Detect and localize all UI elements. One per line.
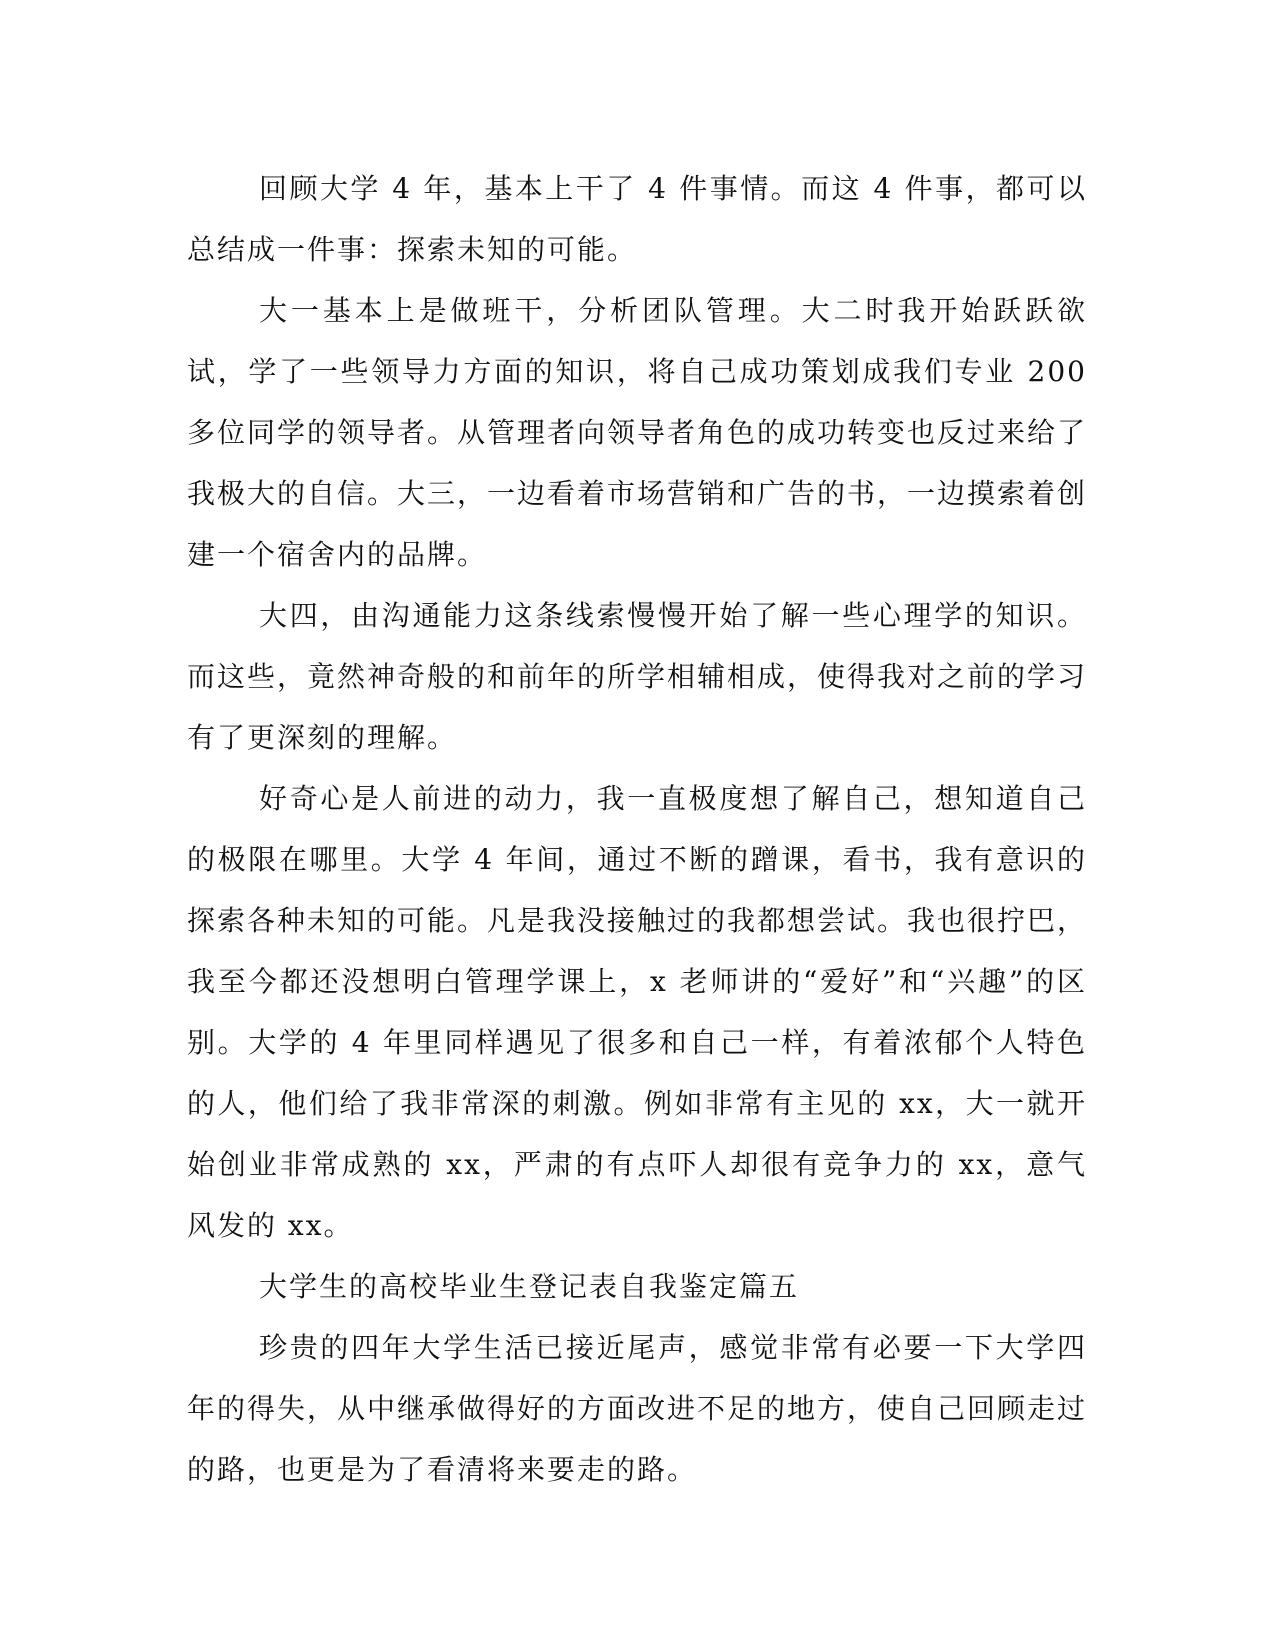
- paragraph-5: 珍贵的四年大学生活已接近尾声，感觉非常有必要一下大学四年的得失，从中继承做得好的方面改进不足的地方，使自己回顾走过的路，也更是为了看清将来要走的路。: [187, 1331, 1088, 1486]
- document-body: [187, 158, 1087, 1500]
- paragraph-3: 大四，由沟通能力这条线索慢慢开始了解一些心理学的知识。而这些，竟然神奇般的和前年的所学相辅相成，使得我对之前的学习有了更深刻的理解。: [187, 599, 1088, 754]
- paragraph-2: 大一基本上是做班干，分析团队管理。大二时我开始跃跃欲试，学了一些领导力方面的知识，将自己成功策划成我们专业 200 多位同学的领导者。从管理者向领导者角色的成功转变也反过来给了我极大的自信。大三，一边看着市场营销和广告的书，一边摸索着创建一个宿舍内的品牌。: [187, 294, 1088, 571]
- paragraph-4: 好奇心是人前进的动力，我一直极度想了解自己，想知道自己的极限在哪里。大学 4 年间，通过不断的蹭课，看书，我有意识的探索各种未知的可能。凡是我没接触过的我都想尝试。我也很拧巴，我至今都还没想明白管理学课上，x 老师讲的“爱好”和“兴趣”的区别。大学的 4 年里同样遇见了很多和自己一样，有着浓郁个人特色的人，他们给了我非常深的刺激。例如非常有主见的 xx，大一就开始创业非常成熟的 xx，严肃的有点吓人却很有竞争力的 xx，意气风发的 xx。: [187, 782, 1088, 1242]
- paragraph-1: 回顾大学 4 年，基本上干了 4 件事情。而这 4 件事，都可以总结成一件事：探索未知的可能。: [187, 172, 1087, 266]
- section-heading: 大学生的高校毕业生登记表自我鉴定篇五: [259, 1270, 800, 1303]
